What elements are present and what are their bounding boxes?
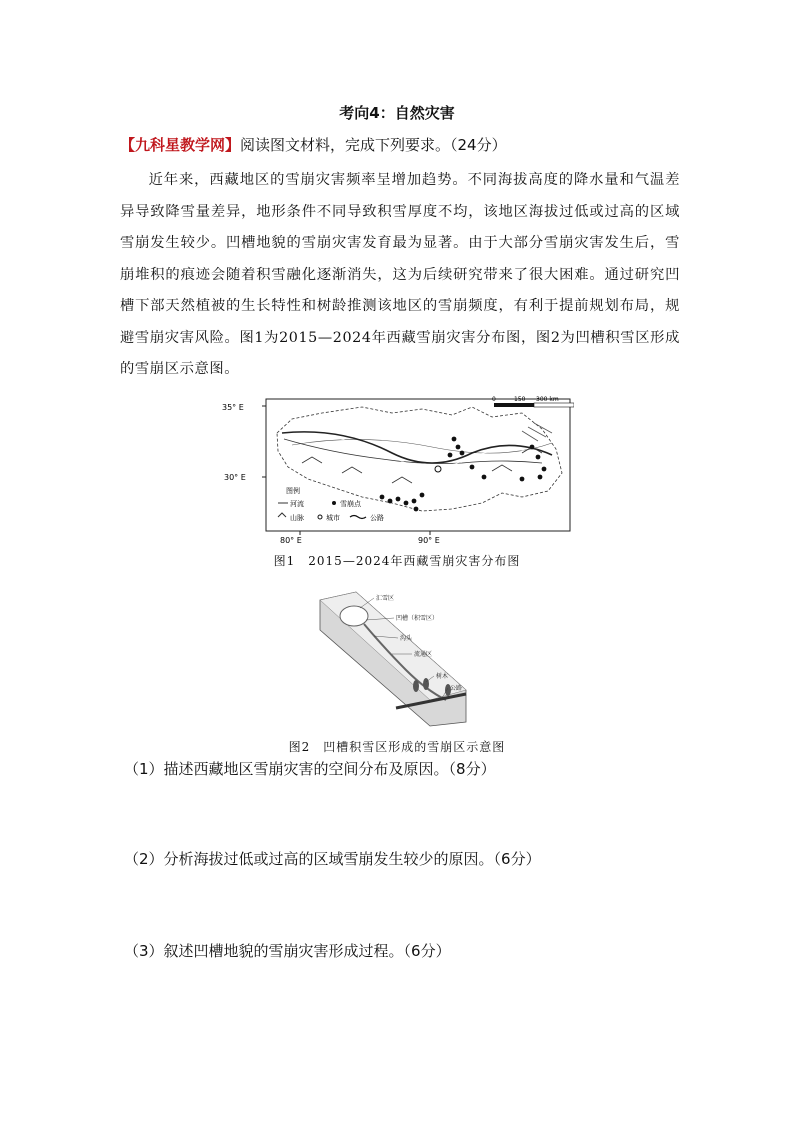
material-paragraph: 近年来，西藏地区的雪崩灾害频率呈增加趋势。不同海拔高度的降水量和气温差异导致降雪量差异，地形条件不同导致积雪厚度不均，该地区海拔过低或过高的区域雪崩发生较少。凹槽地貌的雪崩灾害发育最为显著。由于大部分雪崩灾害发生后，雪崩堆积的痕迹会随着积雪融化逐渐消失，这为后续研究带来了很大困难。通过研究凹槽下部天然植被的生长特性和树龄推测该地区的雪崩频度，有利于提前规划布局，规避雪崩灾害风险。图1为2015—2024年西藏雪崩灾害分布图，图2为凹槽积雪区形成的雪崩区示意图。 [120, 172, 680, 377]
avalanche-schematic [316, 590, 476, 728]
mountain-range-east [522, 423, 552, 441]
label-groove: 凹槽（积雪区） [396, 615, 439, 622]
avalanche-points [380, 437, 547, 512]
scale-0: 0 [492, 396, 496, 403]
lon-80-label: 80° E [280, 536, 302, 545]
figure2-caption: 图2 凹槽积雪区形成的雪崩区示意图 [288, 740, 506, 754]
groove [340, 606, 368, 626]
label-trees: 树木 [436, 673, 449, 680]
tibet-avalanche-map [222, 393, 574, 548]
label-accumulation: 汇雪区 [376, 595, 395, 602]
legend-mountain: 山脉 [290, 514, 304, 522]
lat-30-label: 30° E [224, 473, 246, 482]
map-legend [278, 486, 384, 522]
legend-city: 城市 [326, 514, 340, 522]
label-road: 公路 [450, 685, 463, 692]
legend-road: 公路 [370, 514, 384, 522]
scale-bar [492, 396, 574, 407]
figure1-caption: 图1 2015—2024年西藏雪崩灾害分布图 [273, 554, 521, 568]
lat-35-label: 35° E [222, 403, 244, 412]
river-main [284, 439, 542, 464]
legend-title: 图例 [286, 487, 300, 495]
brand-label: 【九科星教学网】 [120, 136, 241, 154]
intro-text: 阅读图文材料，完成下列要求。（24分） [240, 136, 507, 154]
scale-150: 150 [514, 396, 526, 403]
question-3: （3）叙述凹槽地貌的雪崩灾害形成过程。（6分） [124, 942, 451, 960]
tibet-boundary [277, 407, 562, 511]
lon-90-label: 90° E [418, 536, 440, 545]
page-title: 考向4：自然灾害 [339, 104, 455, 122]
label-gully: 沟头 [400, 635, 413, 642]
label-flow: 流通区 [414, 651, 433, 658]
city-lhasa [435, 466, 441, 472]
scale-300: 300 km [536, 396, 559, 403]
map-frame [266, 399, 570, 531]
question-1: （1）描述西藏地区雪崩灾害的空间分布及原因。（8分） [124, 760, 496, 778]
question-2: （2）分析海拔过低或过高的区域雪崩发生较少的原因。（6分） [124, 850, 541, 868]
legend-river: 河流 [290, 500, 304, 508]
legend-avalanche: 雪崩点 [340, 500, 361, 508]
intro-line [120, 134, 507, 155]
